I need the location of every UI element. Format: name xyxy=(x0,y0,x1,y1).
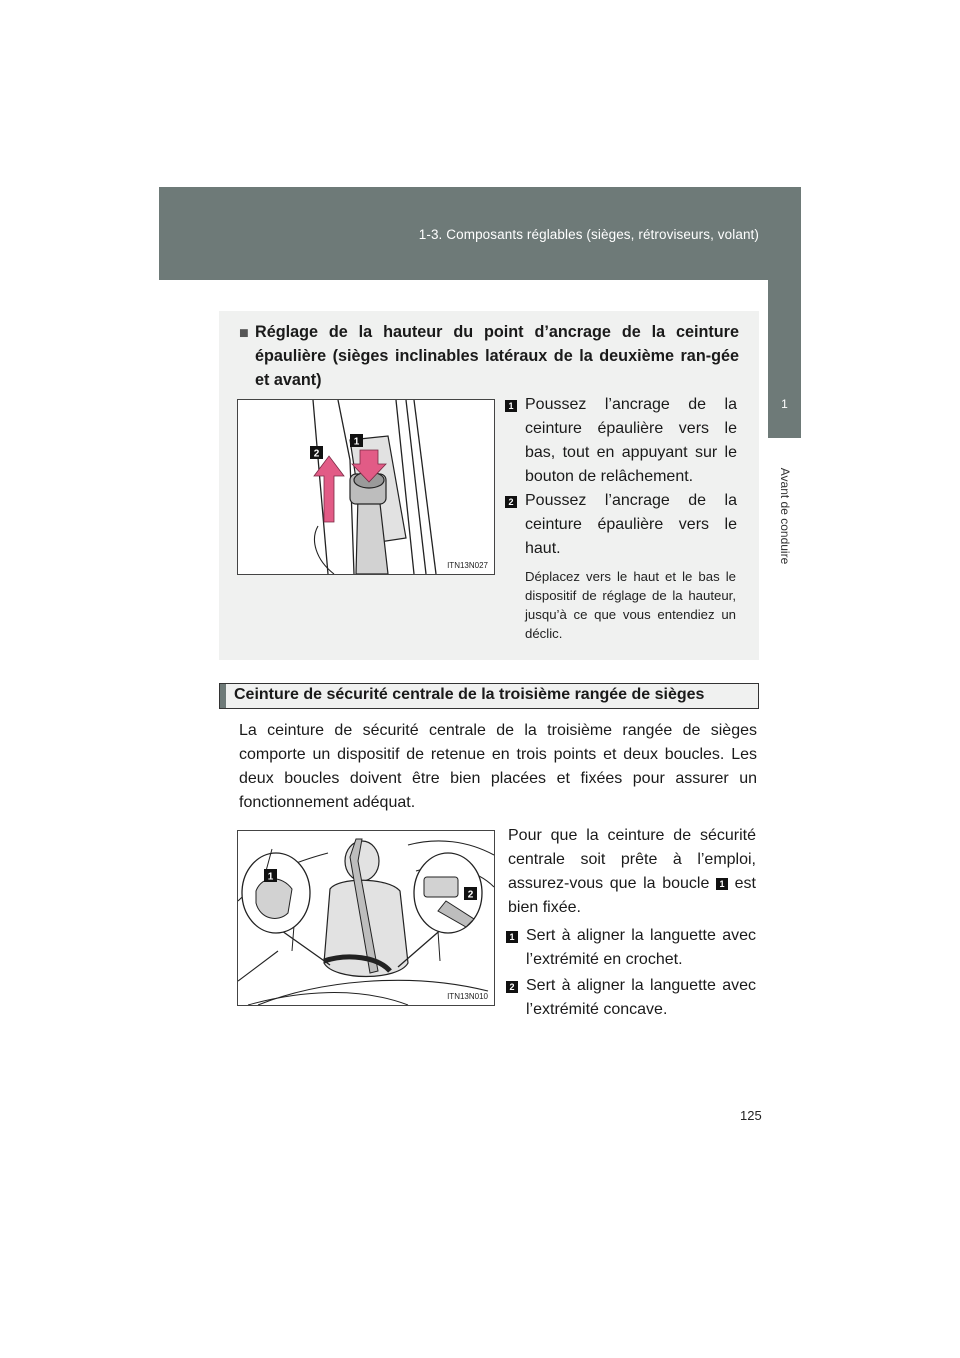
page-number: 125 xyxy=(740,1108,762,1123)
marker-2-icon: 2 xyxy=(506,981,518,993)
section-heading: Ceinture de sécurité centrale de la troisième rangée de sièges xyxy=(219,683,759,709)
heading-accent-bar xyxy=(220,684,226,708)
shoulder-anchor-illustration xyxy=(237,399,495,575)
center-belt-illustration xyxy=(237,830,495,1006)
center-belt-drawing xyxy=(238,831,494,1005)
chapter-number: 1 xyxy=(781,397,788,411)
svg-text:2: 2 xyxy=(467,889,474,901)
marker-1-icon: 1 xyxy=(506,931,518,943)
header-band xyxy=(159,187,801,280)
item-2: 2 Sert à aligner la languette avec l’extrémité concave. xyxy=(506,974,756,1022)
figure-code: ITN13N027 xyxy=(447,561,488,570)
marker-1-icon: 1 xyxy=(505,400,517,412)
section-breadcrumb: 1-3. Composants réglables (sièges, rétroviseurs, volant) xyxy=(418,227,759,242)
step-1: 1 Poussez l’ancrage de la ceinture épaulière vers le bas, tout en appuyant sur le bouton de relâchement. xyxy=(505,393,737,489)
marker-2-icon: 2 xyxy=(505,496,517,508)
square-bullet-icon: ■ xyxy=(239,324,249,342)
svg-text:2: 2 xyxy=(313,448,320,460)
item-1: 1 Sert à aligner la languette avec l’extrémité en crochet. xyxy=(506,924,756,972)
svg-text:1: 1 xyxy=(353,436,360,448)
info-box xyxy=(219,311,759,660)
box-title: ■ Réglage de la hauteur du point d’ancrage de la ceinture épaulière (sièges inclinables latéraux de la deuxième ran-gée et avant) xyxy=(239,323,739,389)
chapter-label: Avant de conduire xyxy=(778,467,792,565)
chapter-tab xyxy=(768,280,801,438)
section-paragraph: La ceinture de sécurité centrale de la troisième rangée de sièges comporte un dispositif de retenue en trois points et deux boucles. Les deux boucles doivent être bien placées et fixées pour assurer un fonctionnement adéquat. xyxy=(239,722,757,811)
step-2: 2 Poussez l’ancrage de la ceinture épaulière vers le haut. xyxy=(505,489,737,561)
figure-code: ITN13N010 xyxy=(447,992,488,1001)
svg-text:1: 1 xyxy=(267,871,274,883)
step-note: Déplacez vers le haut et le bas le dispositif de réglage de la hauteur, jusqu’à ce que vous entendiez un déclic. xyxy=(525,569,736,641)
marker-1-icon: 1 xyxy=(716,878,728,890)
buckle-instruction: Pour que la ceinture de sécurité centrale soit prête à l’emploi, assurez-vous que la boucle 1 est bien fixée. xyxy=(508,827,756,916)
shoulder-anchor-drawing xyxy=(238,400,494,574)
